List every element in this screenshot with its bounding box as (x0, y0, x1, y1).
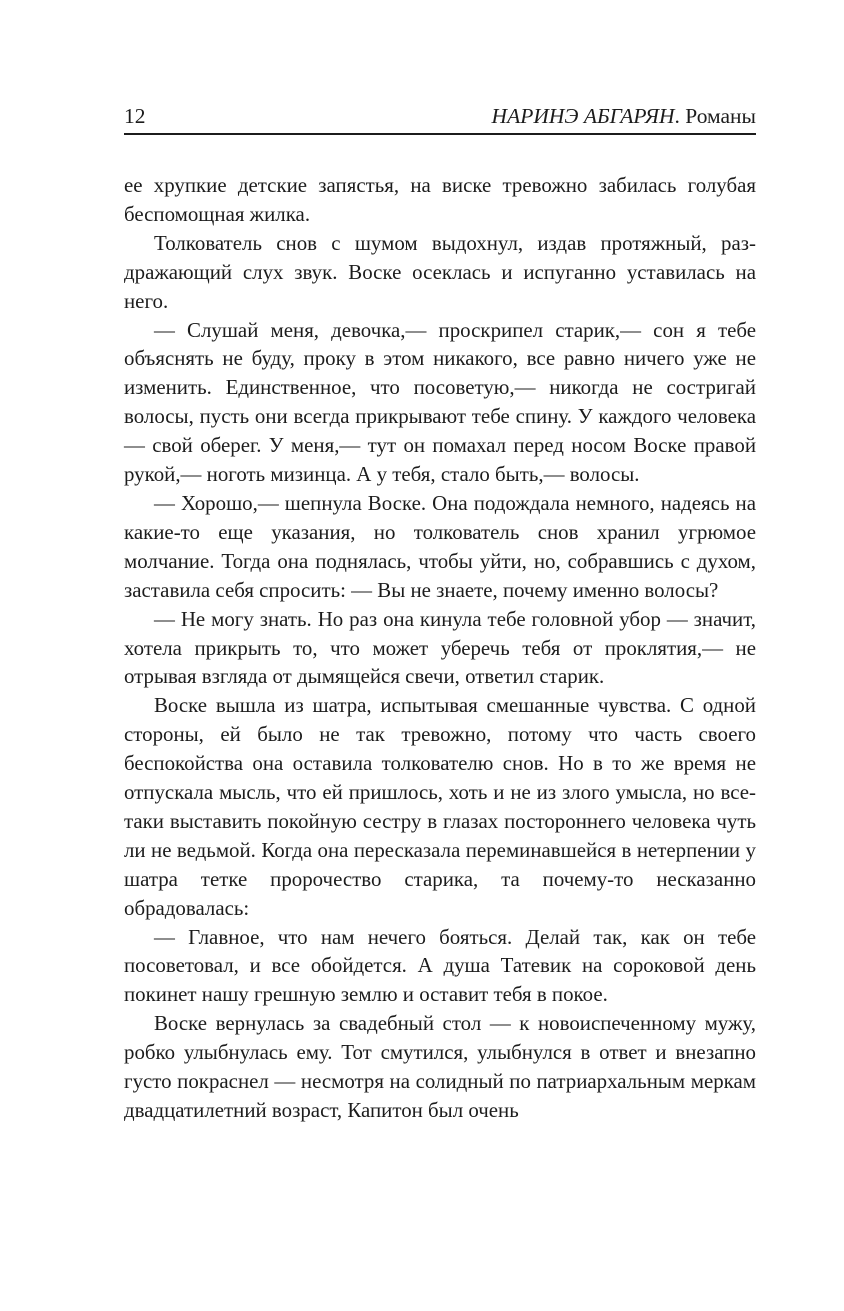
book-page (124, 0, 756, 1311)
book-title-suffix: . Романы (674, 104, 756, 128)
author-name: НАРИНЭ АБГАРЯН (491, 104, 675, 128)
paragraph-4: — Хорошо,— шепнула Воске. Она подождала немного, надеясь на какие-то еще указания, но толкователь снов хранил угрюмое молчание. Тогда она поднялась, чтобы уйти, но, собравшись с духом, заставила себя спросить: — Вы не знаете, почему именно волосы? (124, 490, 756, 602)
book-title (492, 103, 756, 129)
page-number: 12 (124, 104, 146, 128)
paragraph-8: Воске вернулась за свадебный стол — к новоиспеченному мужу, робко улыбнулась ему. Тот смутился, улыбнулся в ответ и внезапно густо покраснел — несмотря на солидный по патриархальным меркам двадцатилетний возраст, Капитон был очень (124, 1011, 756, 1122)
running-header (124, 103, 756, 135)
paragraph-5: — Не могу знать. Но раз она кинула тебе головной убор — значит, хотела прикрыть то, что может уберечь тебя от проклятия,— не отрывая взгляда от дымящейся свечи, ответил старик. (124, 606, 756, 689)
paragraph-6: Воске вышла из шатра, испытывая смешанные чувства. С одной стороны, ей было не так тревожно, потому что часть своего беспокойства она оставила толкователю снов. Но в то же время не отпускала мысль, что ей пришлось, хоть и не из злого умысла, но все-таки выставить покойную сестру в глазах постороннего человека чуть ли не ведьмой. Когда она пересказала переминавшейся в нетерпении у шатра тетке пророчество старика, та почему-то несказанно обрадовалась: (124, 693, 756, 920)
paragraph-7: — Главное, что нам нечего бояться. Делай так, как он тебе посоветовал, и все обойдется. А душа Татевик на сороковой день покинет нашу грешную землю и оставит тебя в покое. (124, 924, 756, 1007)
paragraph-1: ее хрупкие детские запястья, на виске тревожно забилась голубая беспомощная жилка. (124, 173, 756, 226)
body-text (124, 171, 756, 1125)
paragraph-2: Толкователь снов с шумом выдохнул, издав протяжный, раздражающий слух звук. Воске осеклась и испуганно уставилась на него. (124, 230, 756, 313)
paragraph-3: — Слушай меня, девочка,— проскрипел старик,— сон я тебе объяснять не буду, проку в этом никакого, все равно ничего уже не изменить. Единственное, что посоветую,— никогда не состригай волосы, пусть они всегда прикрывают тебе спину. У каждого человека — свой оберег. У меня,— тут он помахал перед носом Воске правой рукой,— ноготь мизинца. А у тебя, стало быть,— волосы. (124, 317, 756, 487)
